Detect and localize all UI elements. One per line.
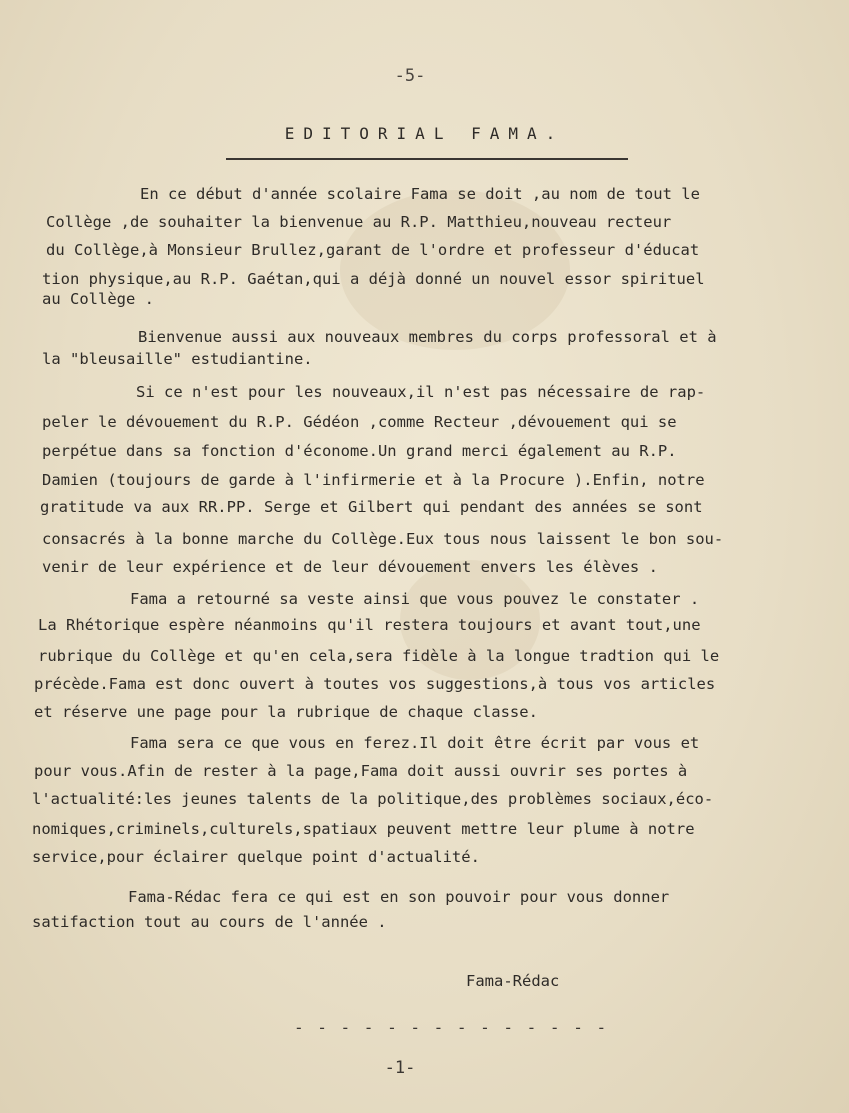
text-line: La Rhétorique espère néanmoins qu'il restera toujours et avant tout,une — [38, 616, 701, 634]
text-line: précède.Fama est donc ouvert à toutes vos suggestions,à tous vos articles — [34, 675, 716, 693]
text-line: Fama a retourné sa veste ainsi que vous pouvez le constater . — [130, 590, 700, 608]
text-line: l'actualité:les jeunes talents de la politique,des problèmes sociaux,éco- — [32, 790, 714, 808]
text-line: pour vous.Afin de rester à la page,Fama doit aussi ouvrir ses portes à — [34, 762, 688, 780]
text-line: du Collège,à Monsieur Brullez,garant de l'ordre et professeur d'éducat — [46, 241, 700, 259]
text-line: la "bleusaille" estudiantine. — [42, 350, 313, 368]
text-line: et réserve une page pour la rubrique de chaque classe. — [34, 703, 538, 721]
text-line: venir de leur expérience et de leur dévouement envers les élèves . — [42, 558, 658, 576]
text-line: Collège ,de souhaiter la bienvenue au R.P. Matthieu,nouveau recteur — [46, 213, 672, 231]
text-line: peler le dévouement du R.P. Gédéon ,comme Recteur ,dévouement qui se — [42, 413, 677, 431]
title-underline — [226, 158, 628, 160]
text-line: Fama-Rédac fera ce qui est en son pouvoir pour vous donner — [128, 888, 670, 906]
text-line: rubrique du Collège et qu'en cela,sera fidèle à la longue tradtion qui le — [38, 647, 720, 665]
page-number-top: -5- — [394, 66, 426, 86]
text-line: Fama sera ce que vous en ferez.Il doit être écrit par vous et — [130, 734, 700, 752]
text-line: consacrés à la bonne marche du Collège.Eux tous nous laissent le bon sou- — [42, 530, 724, 548]
text-line: tion physique,au R.P. Gaétan,qui a déjà donné un nouvel essor spirituel — [42, 270, 705, 288]
text-line: service,pour éclairer quelque point d'actualité. — [32, 848, 480, 866]
text-line: En ce début d'année scolaire Fama se doit ,au nom de tout le — [140, 185, 700, 203]
text-line: Si ce n'est pour les nouveaux,il n'est pas nécessaire de rap- — [136, 383, 706, 401]
text-line: Bienvenue aussi aux nouveaux membres du corps professoral et à — [138, 328, 717, 346]
text-line: gratitude va aux RR.PP. Serge et Gilbert qui pendant des années se sont — [40, 498, 703, 516]
page-number-bottom: -1- — [384, 1058, 416, 1078]
text-line: perpétue dans sa fonction d'économe.Un grand merci également au R.P. — [42, 442, 677, 460]
dashed-divider: - - - - - - - - - - - - - - — [294, 1018, 609, 1037]
text-line: Damien (toujours de garde à l'infirmerie et à la Procure ).Enfin, notre — [42, 471, 705, 489]
editorial-title: EDITORIAL FAMA. — [284, 124, 565, 143]
signature: Fama-Rédac — [466, 972, 560, 990]
text-line: satifaction tout au cours de l'année . — [32, 913, 387, 931]
text-line: nomiques,criminels,culturels,spatiaux peuvent mettre leur plume à notre — [32, 820, 695, 838]
text-line: au Collège . — [42, 290, 154, 308]
